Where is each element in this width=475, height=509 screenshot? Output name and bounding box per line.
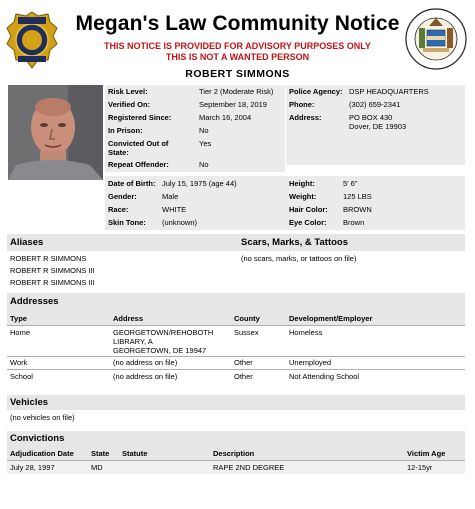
not-wanted-warning: THIS IS NOT A WANTED PERSON [165, 52, 310, 62]
convictions-heading: Convictions [10, 433, 65, 444]
alias-item: ROBERT R SIMMONS III [10, 266, 95, 275]
address-line: (no address on file) [113, 358, 178, 367]
vehicles-heading: Vehicles [10, 397, 49, 408]
page-title: Megan's Law Community Notice [75, 12, 400, 35]
alias-item: ROBERT R SIMMONS [10, 254, 87, 263]
dob-value: July 15, 1975 (age 44) [162, 179, 237, 188]
address-line: GEORGETOWN/REHOBOTH [113, 328, 214, 337]
repeat-offender-value: No [199, 160, 209, 169]
vehicles-header-band [7, 395, 465, 410]
agency-address-line2: Dover, DE 19903 [349, 122, 407, 131]
gender-value: Male [162, 192, 179, 201]
address-employer: Not Attending School [289, 372, 360, 381]
repeat-offender-label: Repeat Offender: [108, 160, 169, 169]
hair-color-label: Hair Color: [289, 205, 328, 214]
physical-description-panel [105, 176, 465, 230]
address-line: (no address on file) [113, 372, 178, 381]
divider [7, 356, 465, 357]
registered-label: Registered Since: [108, 113, 172, 122]
height-label: Height: [289, 179, 315, 188]
risk-level-value: Tier 2 (Moderate Risk) [199, 87, 274, 96]
conviction-col-description: Description [213, 449, 255, 458]
skin-tone-label: Skin Tone: [108, 218, 146, 227]
eye-color-value: Brown [343, 218, 365, 227]
verified-value: September 18, 2019 [199, 100, 267, 109]
address-type: School [10, 372, 33, 381]
conviction-description: RAPE 2ND DEGREE [213, 463, 285, 472]
address-county: Other [234, 372, 253, 381]
weight-label: Weight: [289, 192, 317, 201]
offender-photo [8, 85, 103, 180]
agency-address-line1: PO BOX 430 [349, 113, 393, 122]
address-county: Other [234, 358, 253, 367]
scars-heading: Scars, Marks, & Tattoos [241, 237, 349, 248]
conviction-col-statute: Statute [122, 449, 148, 458]
dob-label: Date of Birth: [108, 179, 156, 188]
registered-value: March 16, 2004 [199, 113, 252, 122]
address-col-address: Address [113, 314, 144, 323]
convicted-out-of-state-value: Yes [199, 139, 212, 148]
height-value: 5' 6" [343, 179, 358, 188]
phone-value: (302) 659-2341 [349, 100, 401, 109]
divider [7, 325, 465, 326]
address-label: Address: [289, 113, 322, 122]
address-type: Home [10, 328, 31, 337]
police-agency-value: DSP HEADQUARTERS [349, 87, 429, 96]
conviction-date: July 28, 1997 [10, 463, 55, 472]
address-type: Work [10, 358, 28, 367]
scars-text: (no scars, marks, or tattoos on file) [241, 254, 357, 263]
skin-tone-value: (unknown) [162, 218, 198, 227]
address-col-type: Type [10, 314, 27, 323]
vehicles-text: (no vehicles on file) [10, 413, 75, 422]
address-col-employer: Development/Employer [289, 314, 373, 323]
conviction-col-date: Adjudication Date [10, 449, 74, 458]
weight-value: 125 LBS [343, 192, 372, 201]
aliases-scars-header-band [7, 234, 465, 251]
address-county: Sussex [234, 328, 259, 337]
in-prison-label: In Prison: [108, 126, 143, 135]
phone-label: Phone: [289, 100, 315, 109]
conviction-victim-age: 12-15yr [407, 463, 433, 472]
address-employer: Unemployed [289, 358, 332, 367]
address-col-county: County [234, 314, 260, 323]
conviction-col-victim-age: Victim Age [407, 449, 446, 458]
alias-item: ROBERT R SIMMONS III [10, 278, 95, 287]
verified-label: Verified On: [108, 100, 151, 109]
address-line: GEORGETOWN, DE 19947 [113, 346, 207, 355]
addresses-heading: Addresses [10, 296, 59, 307]
conviction-state: MD [91, 463, 103, 472]
in-prison-value: No [199, 126, 209, 135]
convicted-out-of-state-label: Convicted Out of State: [108, 139, 169, 157]
aliases-heading: Aliases [10, 237, 44, 248]
race-value: WHITE [162, 205, 187, 214]
police-agency-label: Police Agency: [289, 87, 343, 96]
race-label: Race: [108, 205, 129, 214]
advisory-warning: THIS NOTICE IS PROVIDED FOR ADVISORY PURPOSES ONLY [104, 41, 371, 51]
address-employer: Homeless [289, 328, 323, 337]
divider [7, 369, 465, 370]
offender-name: ROBERT SIMMONS [185, 68, 290, 80]
conviction-col-state: State [91, 449, 110, 458]
eye-color-label: Eye Color: [289, 218, 327, 227]
gender-label: Gender: [108, 192, 137, 201]
address-line: LIBRARY, A [113, 337, 153, 346]
risk-level-label: Risk Level: [108, 87, 148, 96]
hair-color-value: BROWN [343, 205, 372, 214]
